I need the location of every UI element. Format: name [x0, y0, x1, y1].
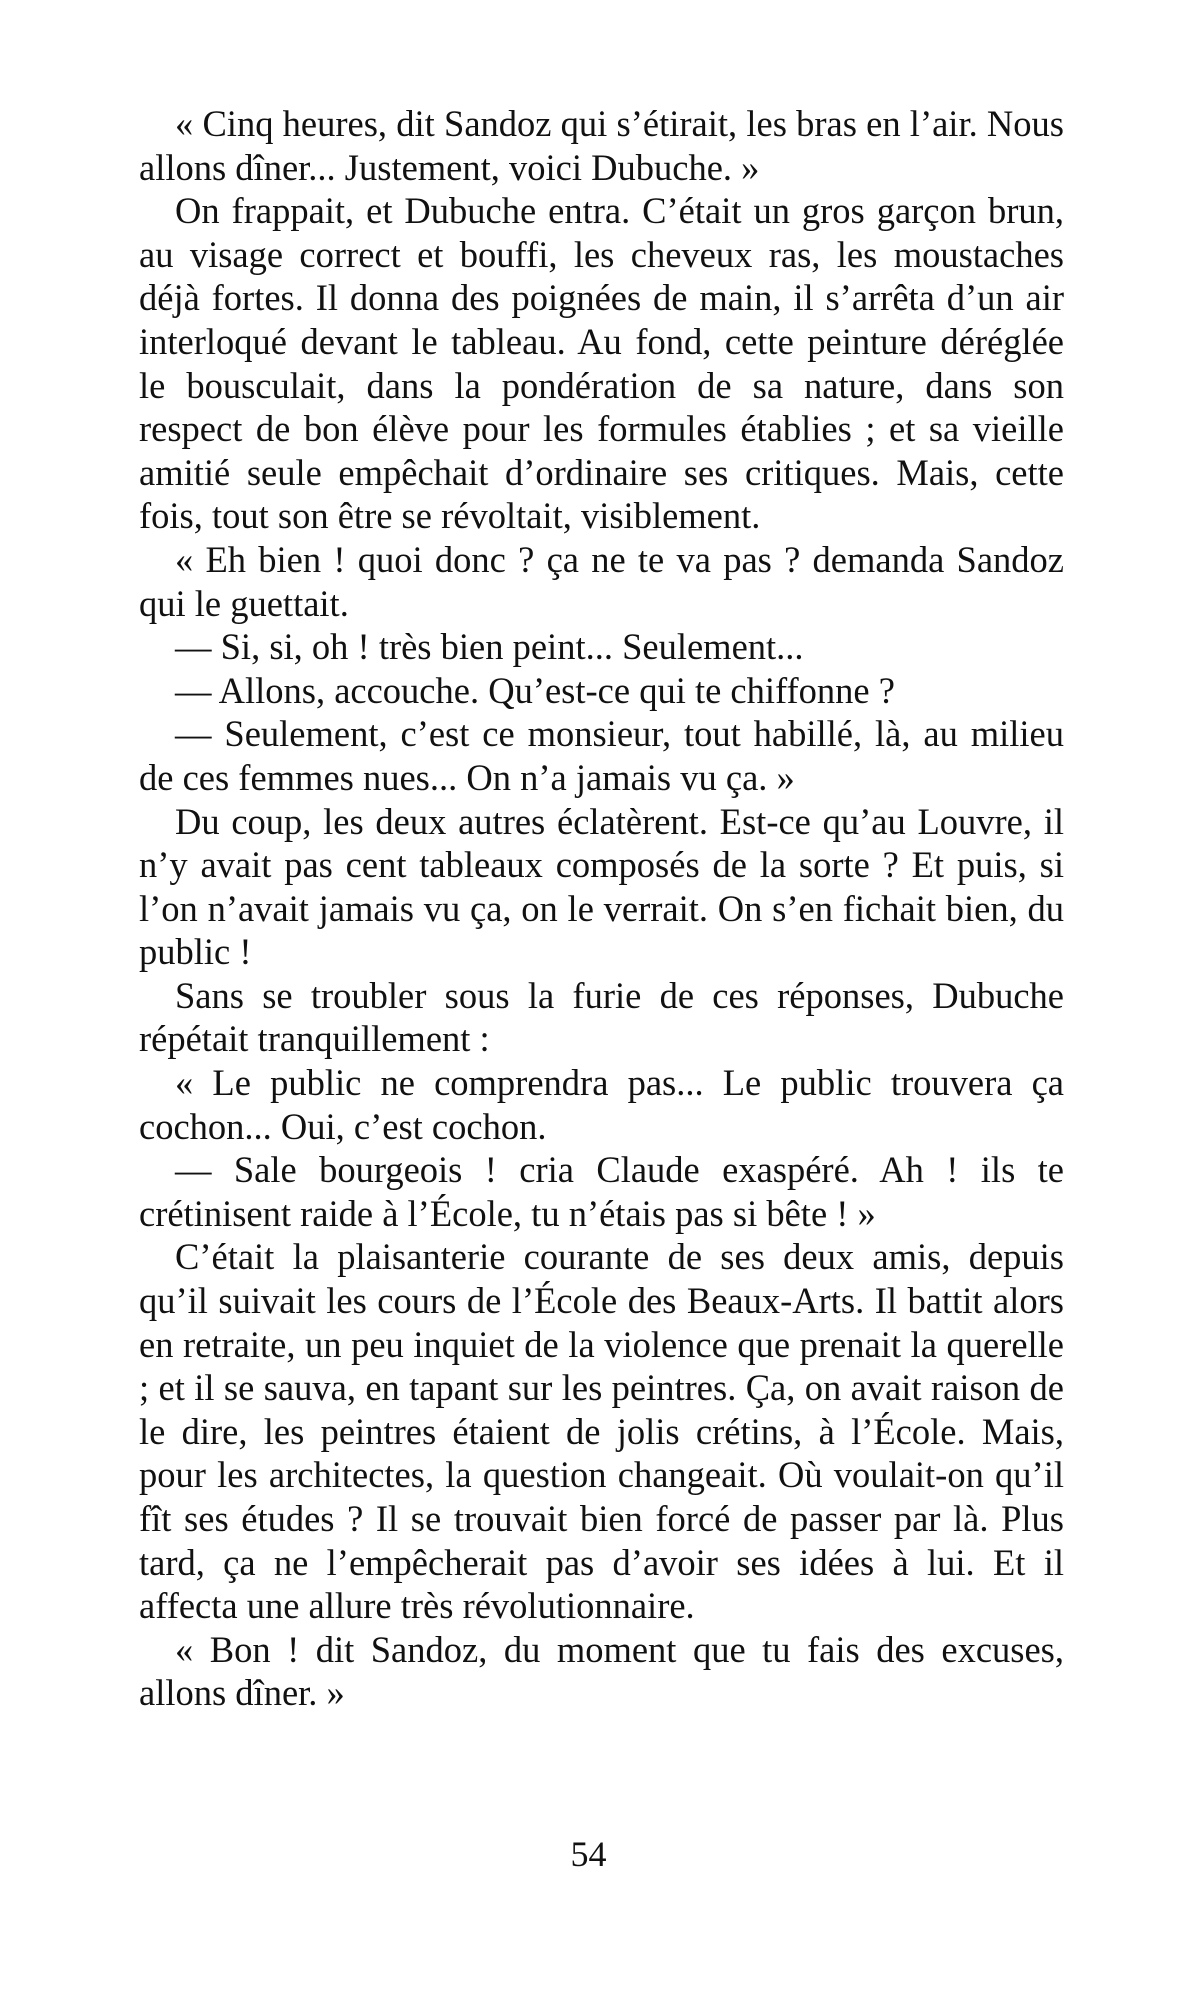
paragraph-11: C’était la plaisanterie courante de ses deux amis, depuis qu’il suivait les cours de l’École des Beaux-Arts. Il battit alors en retraite, un peu inquiet de la violence que prenait la querelle ; et il se sauva, en tapant sur les peintres. Ça, on avait raison de le dire, les peintres étaient de jolis crétins, à l’École. Mais, pour les architectes, la question changeait. Où voulait-on qu’il fît ses études ? Il se trouvait bien forcé de passer par là. Plus tard, ça ne l’empêcherait pas d’avoir ses idées à lui. Et il affecta une allure très révolutionnaire.	[139, 1236, 1064, 1627]
body-text	[139, 102, 1064, 1715]
paragraph-1: « Cinq heures, dit Sandoz qui s’étirait, les bras en l’air. Nous allons dîner... Justement, voici Dubuche. »	[139, 103, 1064, 188]
paragraph-4: — Si, si, oh ! très bien peint... Seulement...	[175, 626, 804, 668]
paragraph-12: « Bon ! dit Sandoz, du moment que tu fais des excuses, allons dîner. »	[139, 1628, 1064, 1714]
page-number: 54	[570, 1834, 607, 1874]
paragraph-5: — Allons, accouche. Qu’est-ce qui te chiffonne ?	[175, 669, 895, 711]
paragraph-2: On frappait, et Dubuche entra. C’était un gros garçon brun, au visage correct et bouffi, les cheveux ras, les moustaches déjà fortes. Il donna des poignées de main, il s’arrêta d’un air interloqué devant le tableau. Au fond, cette peinture déréglée le bousculait, dans la pondération de sa nature, dans son respect de bon élève pour les formules établies ; et sa vieille amitié seule empêchait d’ordinaire ses critiques. Mais, cette fois, tout son être se révoltait, visiblement.	[139, 190, 1064, 537]
paragraph-3: « Eh bien ! quoi donc ? ça ne te va pas ? demanda Sandoz qui le guettait.	[139, 538, 1064, 624]
paragraph-7: Du coup, les deux autres éclatèrent. Est-ce qu’au Louvre, il n’y avait pas cent tableaux composés de la sorte ? Et puis, si l’on n’avait jamais vu ça, on le verrait. On s’en fichait bien, du public !	[139, 800, 1064, 973]
paragraph-6: — Seulement, c’est ce monsieur, tout habillé, là, au milieu de ces femmes nues... On n’a jamais vu ça. »	[139, 713, 1064, 798]
paragraph-9: « Le public ne comprendra pas... Le public trouvera ça cochon... Oui, c’est cochon.	[139, 1062, 1064, 1147]
paragraph-10: — Sale bourgeois ! cria Claude exaspéré. Ah ! ils te crétinisent raide à l’École, tu n’étais pas si bête ! »	[139, 1149, 1064, 1234]
paragraph-8: Sans se troubler sous la furie de ces réponses, Dubuche répétait tranquillement :	[139, 974, 1064, 1060]
